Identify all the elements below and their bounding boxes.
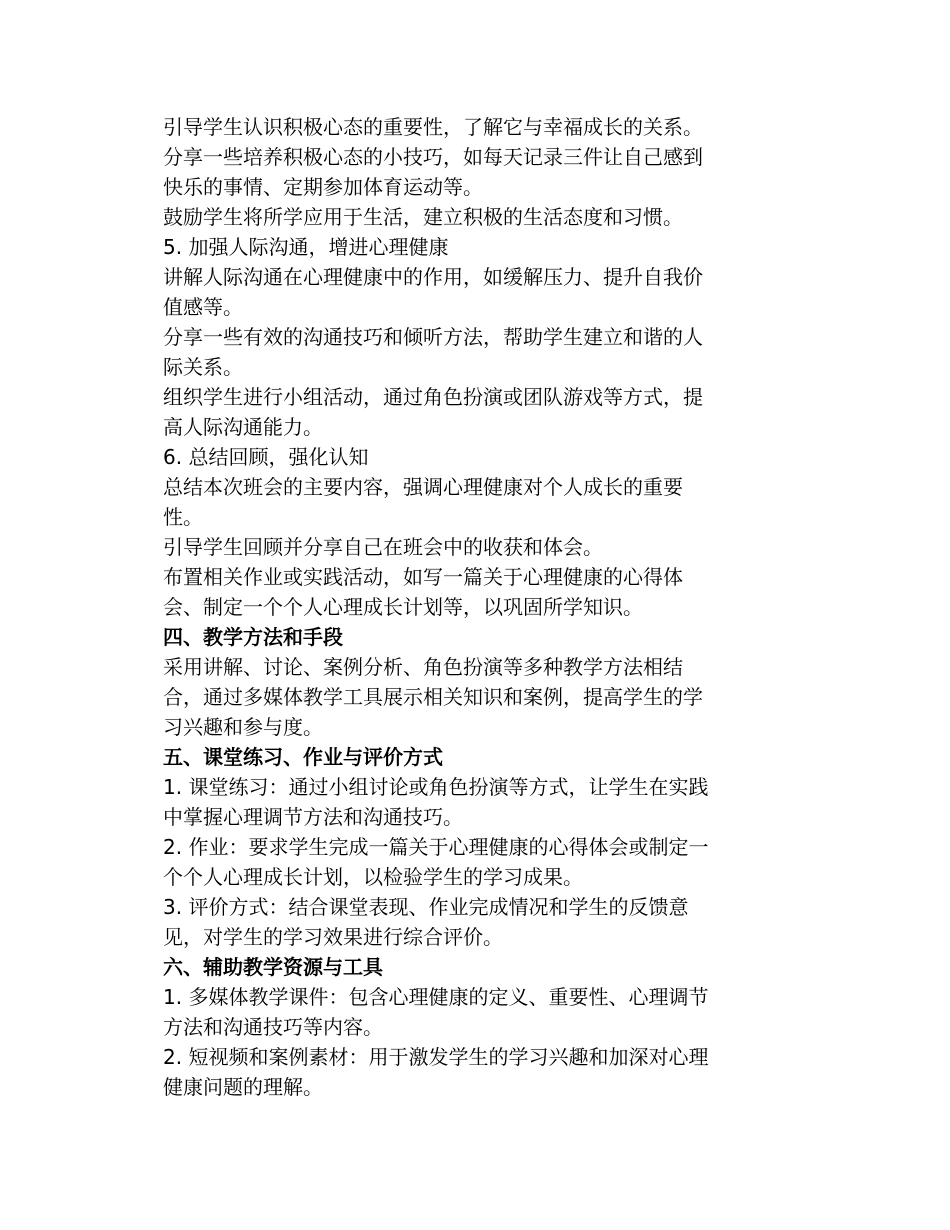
text-line: 讲解人际沟通在心理健康中的作用，如缓解压力、提升自我价 bbox=[163, 265, 703, 289]
section-heading: 六、辅助教学资源与工具 bbox=[163, 955, 383, 979]
text-line: 合，通过多媒体教学工具展示相关知识和案例，提高学生的学 bbox=[163, 685, 703, 709]
text-line: 方法和沟通技巧等内容。 bbox=[163, 1015, 383, 1039]
text-line: 6. 总结回顾，强化认知 bbox=[163, 445, 369, 469]
text-line: 性。 bbox=[163, 505, 203, 529]
text-line: 习兴趣和参与度。 bbox=[163, 715, 323, 739]
text-line: 组织学生进行小组活动，通过角色扮演或团队游戏等方式，提 bbox=[163, 385, 703, 409]
text-line: 健康问题的理解。 bbox=[163, 1075, 323, 1099]
text-line: 1. 课堂练习：通过小组讨论或角色扮演等方式，让学生在实践 bbox=[163, 775, 709, 799]
text-line: 会、制定一个个人心理成长计划等，以巩固所学知识。 bbox=[163, 595, 643, 619]
text-line: 总结本次班会的主要内容，强调心理健康对个人成长的重要 bbox=[163, 475, 683, 499]
section-heading: 四、教学方法和手段 bbox=[163, 625, 343, 649]
text-line: 鼓励学生将所学应用于生活，建立积极的生活态度和习惯。 bbox=[163, 205, 683, 229]
text-line: 1. 多媒体教学课件：包含心理健康的定义、重要性、心理调节 bbox=[163, 985, 709, 1009]
text-line: 快乐的事情、定期参加体育运动等。 bbox=[163, 175, 483, 199]
text-line: 2. 作业：要求学生完成一篇关于心理健康的心得体会或制定一 bbox=[163, 835, 709, 859]
text-line: 分享一些有效的沟通技巧和倾听方法，帮助学生建立和谐的人 bbox=[163, 325, 703, 349]
text-line: 引导学生回顾并分享自己在班会中的收获和体会。 bbox=[163, 535, 603, 559]
text-line: 个个人心理成长计划，以检验学生的学习成果。 bbox=[163, 865, 583, 889]
text-line: 高人际沟通能力。 bbox=[163, 415, 323, 439]
text-line: 5. 加强人际沟通，增进心理健康 bbox=[163, 235, 449, 259]
section-heading: 五、课堂练习、作业与评价方式 bbox=[163, 745, 443, 769]
text-line: 中掌握心理调节方法和沟通技巧。 bbox=[163, 805, 463, 829]
text-line: 引导学生认识积极心态的重要性，了解它与幸福成长的关系。 bbox=[163, 115, 703, 139]
text-line: 际关系。 bbox=[163, 355, 243, 379]
text-line: 分享一些培养积极心态的小技巧，如每天记录三件让自己感到 bbox=[163, 145, 703, 169]
text-line: 值感等。 bbox=[163, 295, 243, 319]
text-line: 2. 短视频和案例素材：用于激发学生的学习兴趣和加深对心理 bbox=[163, 1045, 709, 1069]
text-line: 见，对学生的学习效果进行综合评价。 bbox=[163, 925, 503, 949]
document-page bbox=[163, 112, 773, 1102]
text-line: 采用讲解、讨论、案例分析、角色扮演等多种教学方法相结 bbox=[163, 655, 683, 679]
text-line: 布置相关作业或实践活动，如写一篇关于心理健康的心得体 bbox=[163, 565, 683, 589]
text-line: 3. 评价方式：结合课堂表现、作业完成情况和学生的反馈意 bbox=[163, 895, 689, 919]
